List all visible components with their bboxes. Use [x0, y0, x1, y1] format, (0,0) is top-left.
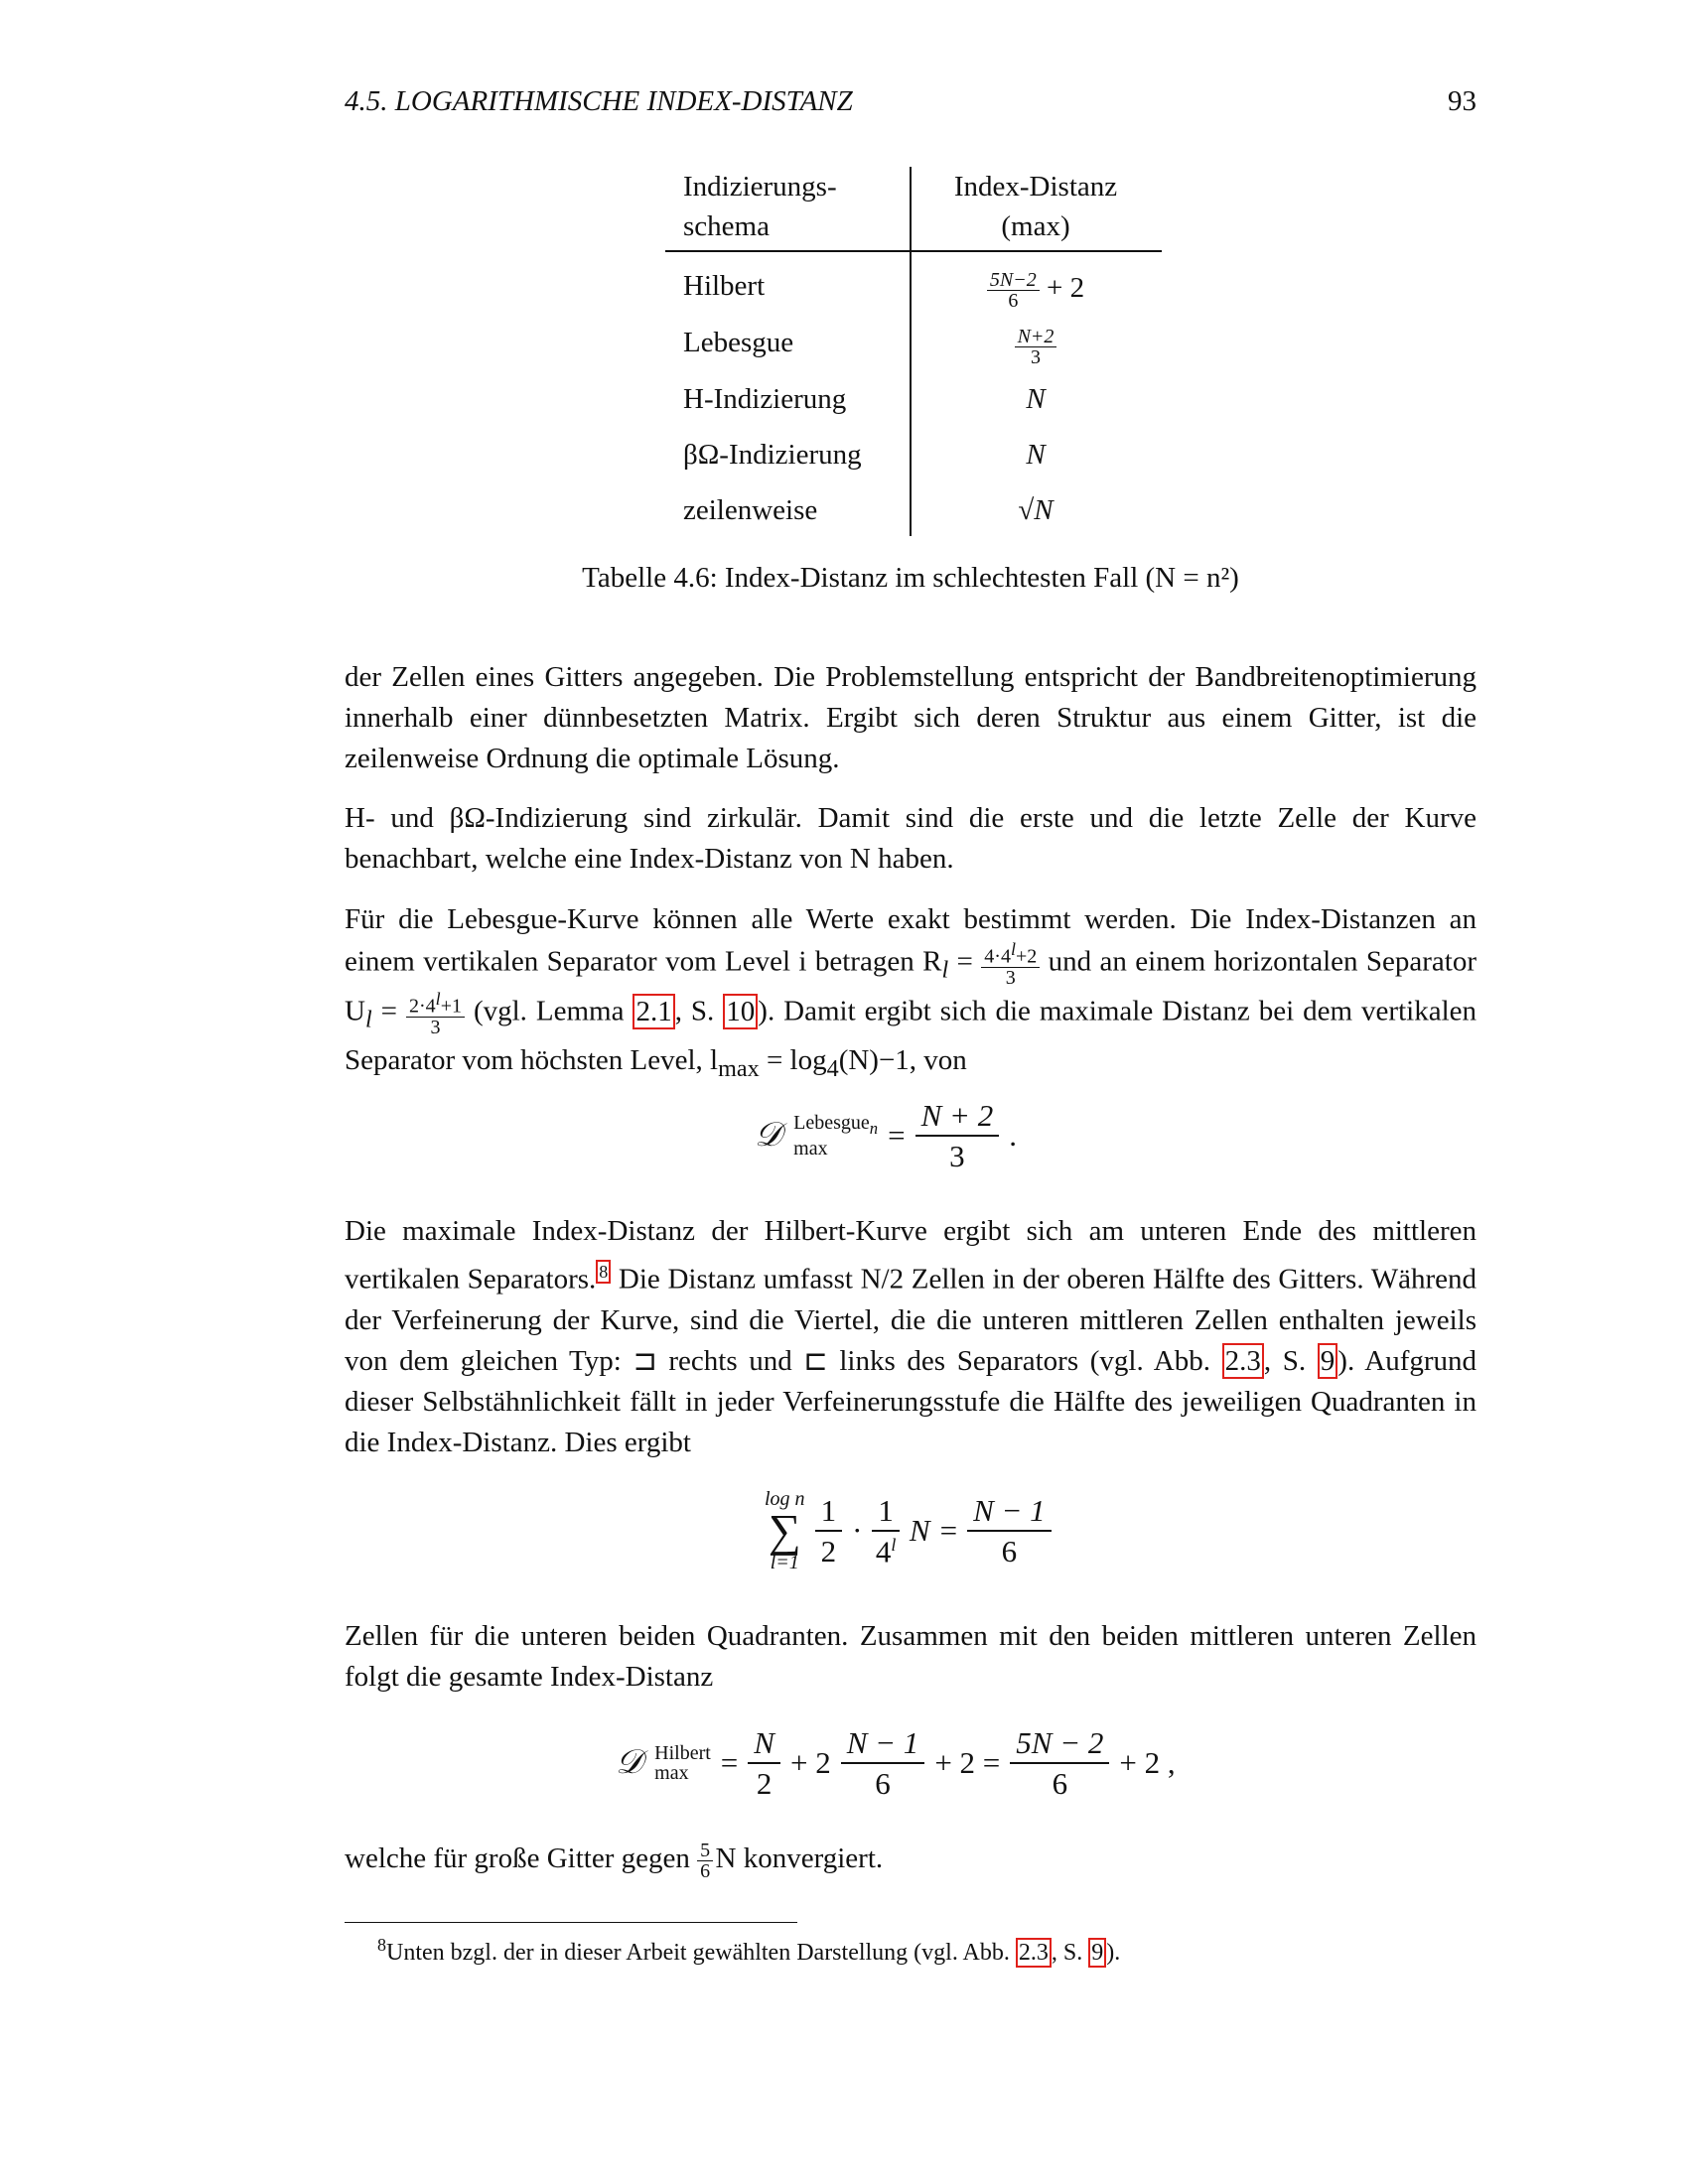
table-row	[665, 486, 1162, 543]
figure-link[interactable]: 2.3	[1222, 1343, 1264, 1379]
figure-link[interactable]: 2.3	[1016, 1938, 1052, 1968]
table-cell-scheme: zeilenweise	[683, 494, 818, 526]
equation-hilbert: 𝒟 Hilbert max = $\frac{N}{2}$ + 2 $\frac{N - 1}{6}$ + 2 = $\frac{5N - 2}{6}$ + 2 ,	[616, 1725, 1176, 1801]
section-title: 4.5. LOGARITHMISCHE INDEX-DISTANZ	[345, 85, 853, 117]
page-link[interactable]: 9	[1318, 1343, 1338, 1379]
running-header	[345, 85, 1477, 125]
page-number: 93	[1448, 85, 1477, 117]
table-header-scheme: Indizierungs- schema	[683, 171, 837, 242]
table-header-distance: Index-Distanz (max)	[953, 171, 1118, 242]
page-link[interactable]: 10	[723, 994, 758, 1029]
page-link[interactable]: 9	[1088, 1938, 1106, 1968]
paragraph: Für die Lebesgue-Kurve können alle Werte exakt bestimmt werden. Die Index-Distanzen an einem vertikalen Separator vom Level i betragen $R_l$ = $\frac{4\cdot 4^l+2}{3}$ und an einem horizontalen Separator $U_l$ = $\frac{2\cdot 4^l+1}{3}$ (vgl. Lemma 2.1 , S. 10 ). Damit ergibt sich die maximale Distanz bei dem vertikalen Separator vom höchsten Level, $l_{max} = \log_4(N)-1$, von	[345, 903, 1477, 1082]
table-header-rule	[665, 250, 1162, 252]
table-row	[665, 319, 1162, 375]
table-cell-distance: √N	[1018, 494, 1054, 526]
paragraph: welche für große Gitter gegen $\frac{5}{6}$ N konvergiert.	[345, 1839, 884, 1882]
paragraph: Die maximale Index-Distanz der Hilbert-Kurve ergibt sich am unteren Ende des mittleren vertikalen Separators. $^8$ Die Distanz umfasst N/2 Zellen in der oberen Hälfte des Gitters. Während der Verfeinerung der Kurve, sind die Viertel, die die unteren mittleren Zellen enthalten jeweils von dem gleichen Typ: ⊐ rechts und ⊏ links des Separators (vgl. Abb. 2.3 , S. 9 ). Aufgrund dieser Selbstähnlichkeit fällt in jeder Verfeinerungsstufe die Hälfte des jeweiligen Quadranten in die Index-Distanz. Dies ergibt	[345, 1215, 1477, 1458]
table-row	[665, 431, 1162, 487]
equation-sum: log n ∑ l=1 $\frac{1}{2}$ · $\frac{1}{4^l}$ N = $\frac{N - 1}{6}$	[765, 1489, 1052, 1572]
footnote-rule	[345, 1922, 797, 1923]
table-cell-distance: N	[1026, 439, 1046, 471]
table-cell-distance: $\frac{N+2}{3}$	[910, 327, 1162, 367]
table-caption: Tabelle 4.6: Index-Distanz im schlechtesten Fall (N = n²)	[582, 562, 1239, 594]
footnote-link[interactable]: 8	[596, 1260, 611, 1284]
table-cell-distance: N	[1026, 383, 1046, 415]
paragraph: H- und βΩ-Indizierung sind zirkulär. Damit sind die erste und die letzte Zelle der Kurve benachbart, welche eine Index-Distanz von N haben.	[345, 802, 1477, 875]
lemma-link[interactable]: 2.1	[633, 994, 674, 1029]
table-row	[665, 262, 1162, 319]
paragraph: der Zellen eines Gitters angegeben. Die Problemstellung entspricht der Bandbreitenoptimierung innerhalb einer dünnbesetzten Matrix. Ergibt sich deren Struktur aus einem Gitter, ist die zeilenweise Ordnung die optimale Lösung.	[345, 661, 1477, 774]
paragraph: Zellen für die unteren beiden Quadranten. Zusammen mit den beiden mittleren unteren Zellen folgt die gesamte Index-Distanz	[345, 1620, 1477, 1693]
equation-lebesgue: 𝒟 Lebesgue$_n$ max = $\frac{N + 2}{3}$ .	[755, 1098, 1017, 1173]
table-cell-scheme: H-Indizierung	[683, 383, 847, 415]
table-cell-distance: $\frac{5N-2}{6}$ + 2	[910, 270, 1162, 311]
footnote: $^8$Unten bzgl. der in dieser Arbeit gewählten Darstellung (vgl. Abb. 2.3 , S. 9 ).	[377, 1935, 1121, 1966]
table-row	[665, 375, 1162, 432]
table-cell-scheme: Hilbert	[683, 270, 766, 302]
table-cell-scheme: Lebesgue	[683, 327, 794, 358]
table-cell-scheme: βΩ-Indizierung	[683, 439, 862, 471]
